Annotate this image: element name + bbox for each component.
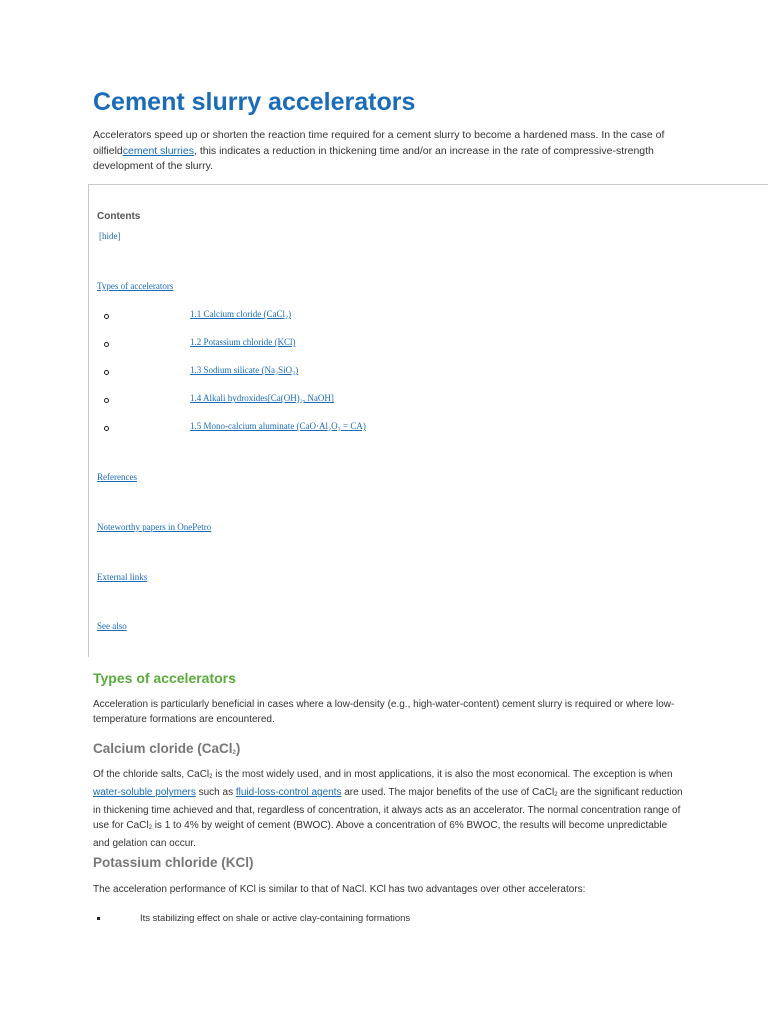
- section-heading-calcium-cloride: [93, 741, 240, 756]
- cacl-text: is 1 to 4% by weight of cement (BWOC). Above a concentration of 6% BWOC, the results will become unpredictable and gelation can occur.: [93, 820, 668, 849]
- toc-bullet-icon: [104, 370, 109, 375]
- heading-subscript: 2: [232, 750, 236, 756]
- cacl-text: are the significant reduction in thickening time achieved and that, regardless of concentration, it always acts as an accelerator. The normal concentration range of use for CaCl: [93, 787, 683, 831]
- toc-bullet-icon: [104, 426, 109, 431]
- intro-text-1: Accelerators speed up or shorten the reaction time required for a cement slurry to become a hardened mass. In the case of oilfield: [93, 129, 665, 157]
- page-title: Cement slurry accelerators: [93, 88, 416, 116]
- cacl-subscript: 2: [554, 792, 558, 798]
- toc-bullet-icon: [104, 342, 109, 347]
- heading-text: Calcium cloride (CaCl: [93, 741, 233, 756]
- cacl-text: Of the chloride salts, CaCl: [93, 769, 210, 780]
- intro-paragraph: [93, 128, 693, 175]
- list-item: Its stabilizing effect on shale or active clay-containing formations: [140, 913, 411, 924]
- toc-item-references[interactable]: References: [97, 472, 137, 482]
- square-bullet-icon: [97, 917, 100, 920]
- toc-subitem-potassium-chloride[interactable]: 1.2 Potassium chloride (KCl): [190, 337, 296, 347]
- toc-bullet-icon: [104, 314, 109, 319]
- toc-title: Contents: [97, 211, 141, 222]
- water-soluble-polymers-link[interactable]: water-soluble polymers: [93, 787, 196, 798]
- toc-item-external-links[interactable]: External links: [97, 572, 148, 582]
- potassium-chloride-paragraph: The acceleration performance of KCl is similar to that of NaCl. KCl has two advantages over other accelerators:: [93, 884, 586, 895]
- fluid-loss-control-agents-link[interactable]: fluid-loss-control agents: [235, 787, 342, 798]
- toc-item-see-also[interactable]: See also: [97, 621, 127, 631]
- heading-end: ): [235, 741, 241, 756]
- section-heading-potassium-chloride: Potassium chloride (KCl): [93, 855, 254, 870]
- toc-bullet-icon: [104, 398, 109, 403]
- cacl-text: is the most widely used, and in most applications, it is also the most economical. The exception is when: [212, 769, 673, 780]
- toc-item-noteworthy-papers[interactable]: Noteworthy papers in OnePetro: [97, 522, 212, 532]
- section-heading-types-of-accelerators: Types of accelerators: [93, 670, 236, 686]
- cacl-subscript: 2: [148, 825, 152, 831]
- cacl-subscript: 2: [209, 774, 213, 780]
- types-paragraph: Acceleration is particularly beneficial in cases where a low-density (e.g., high-water-content) cement slurry is required or where low-temperature formations are encountered.: [93, 699, 675, 725]
- toc-hide-toggle[interactable]: [hide]: [99, 231, 121, 241]
- toc-subitem-alkali-hydroxides[interactable]: 1.4 Alkali hydroxides[Ca(OH)₂, NaOH]: [190, 393, 334, 403]
- toc-subitem-mono-calcium-aluminate[interactable]: 1.5 Mono-calcium aluminate (CaO·Al₂O₃ = CA): [190, 421, 366, 431]
- cacl-text: such as: [195, 787, 236, 798]
- toc-subitem-calcium-cloride[interactable]: 1.1 Calcium cloride (CaCl₂): [190, 309, 292, 319]
- toc-subitem-sodium-silicate[interactable]: 1.3 Sodium silicate (Na₂SiO₃): [190, 365, 299, 375]
- toc-item-types-of-accelerators[interactable]: Types of accelerators: [97, 281, 174, 291]
- calcium-cloride-paragraph: [93, 767, 683, 851]
- cacl-text: are used. The major benefits of the use of CaCl: [341, 787, 555, 798]
- intro-text-2: , this indicates a reduction in thickening time and/or an increase in the rate of compressive-strength development of the slurry.: [93, 144, 654, 172]
- cement-slurries-link[interactable]: cement slurries: [122, 144, 194, 157]
